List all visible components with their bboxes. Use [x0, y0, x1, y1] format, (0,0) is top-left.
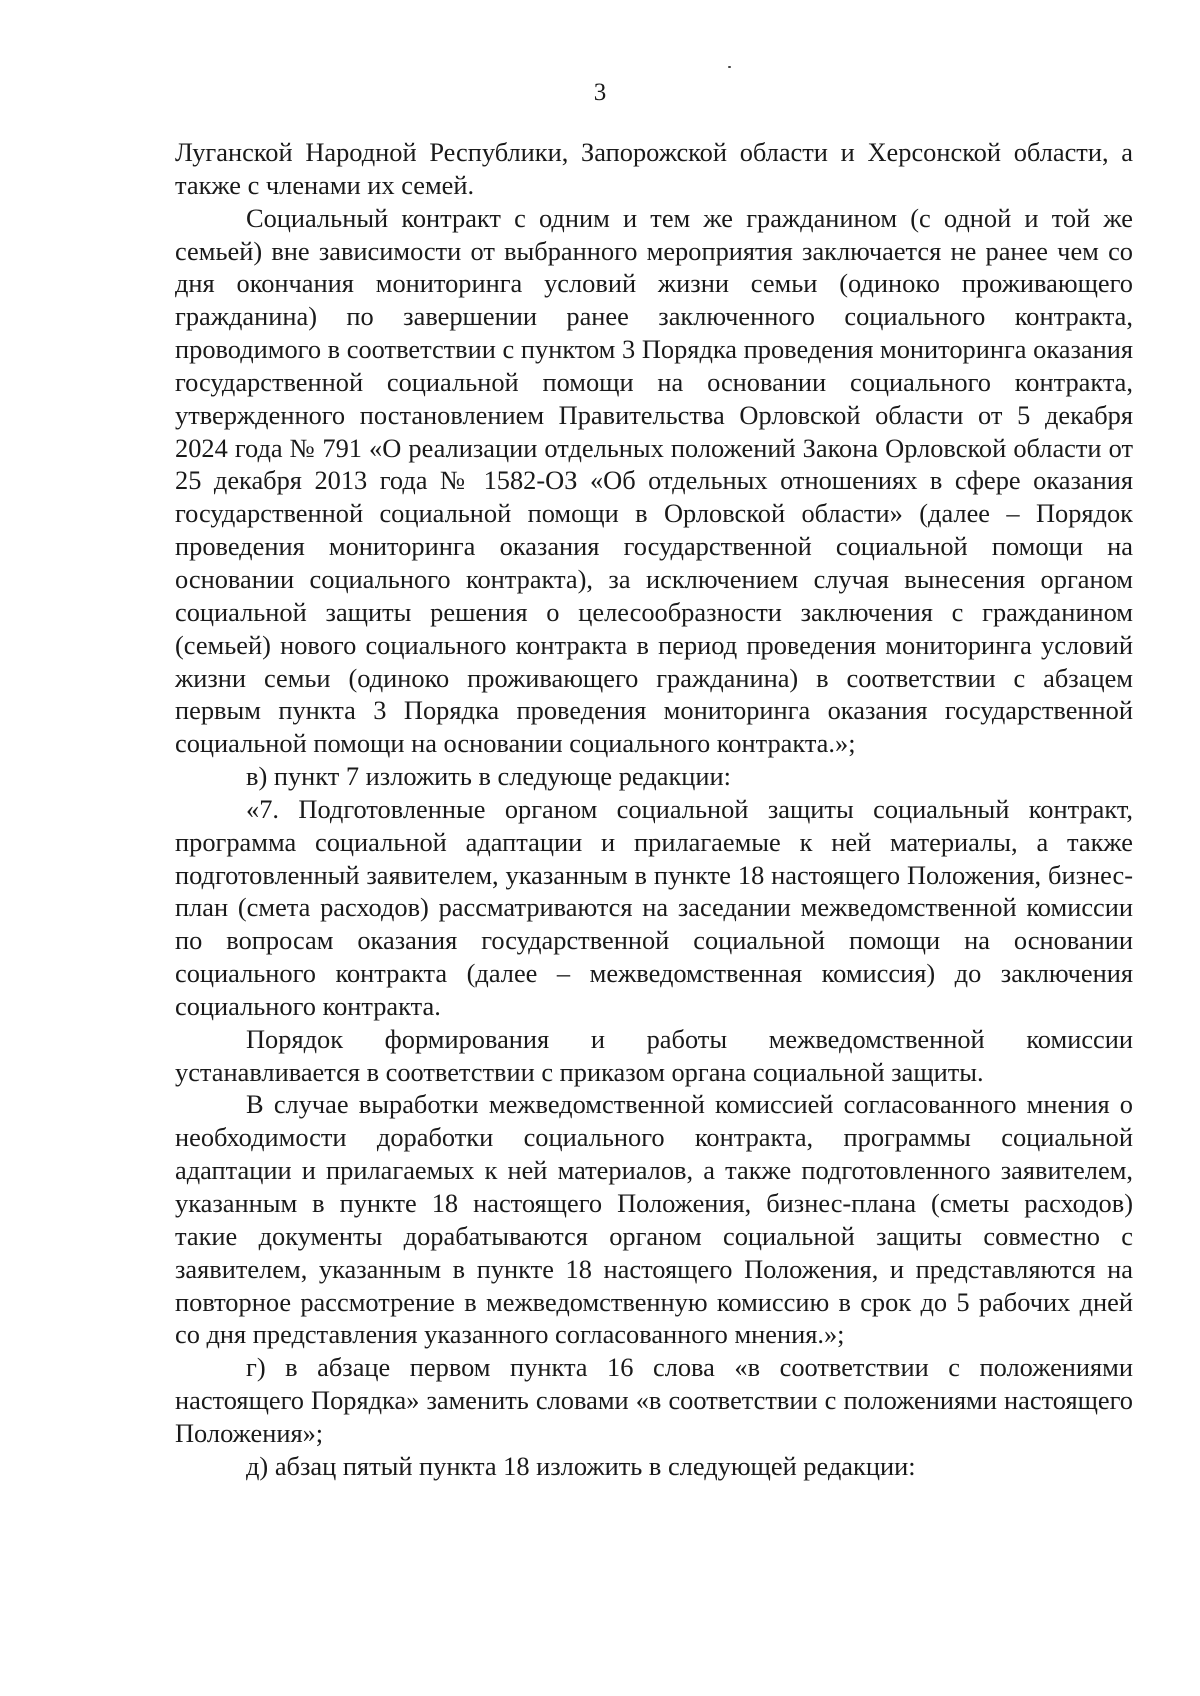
page-number: 3 — [593, 79, 607, 106]
paragraph-item-d: д) абзац пятый пункта 18 изложить в следующей редакции: — [246, 1450, 916, 1481]
paragraph-item-v: в) пункт 7 изложить в следующе редакции: — [246, 761, 731, 792]
paragraph-commission-revision: В случае выработки межведомственной комиссией согласованного мнения о необходимости доработки социального контракта, программы социальной адаптации и прилагаемых к ней материалов, а также подготовленного заявителем, указанным в пункте 18 настоящего Положения, бизнес-плана (сметы расходов) такие документы дорабатываются органом социальной защиты совместно с заявителем, указанным в пункте 18 настоящего Положения, и представляются на повторное рассмотрение в межведомственную комиссию в срок до 5 рабочих дней со дня представления указанного согласованного мнения.»; — [175, 1089, 1133, 1350]
document-body — [175, 136, 1133, 1483]
paragraph-continuation: Луганской Народной Республики, Запорожской области и Херсонской области, а также с членами их семей. — [175, 137, 1133, 200]
paragraph-social-contract-repeat: Социальный контракт с одним и тем же гражданином (с одной и той же семьей) вне зависимости от выбранного мероприятия заключается не ранее чем со дня окончания мониторинга условий жизни семьи (одиноко проживающего гражданина) по завершении ранее заключенного социального контракта, проводимого в соответствии с пунктом 3 Порядка проведения мониторинга оказания государственной социальной помощи на основании социального контракта, утвержденного постановлением Правительства Орловской области от 5 декабря 2024 года № 791 «О реализации отдельных положений Закона Орловской области от 25 декабря 2013 года № 1582-ОЗ «Об отдельных отношениях в сфере оказания государственной социальной помощи в Орловской области» (далее – Порядок проведения мониторинга оказания государственной социальной помощи на основании социального контракта), за исключением случая вынесения органом социальной защиты решения о целесообразности заключения с гражданином (семьей) нового социального контракта в период проведения мониторинга условий жизни семьи (одиноко проживающего гражданина) в соответствии с абзацем первым пункта 3 Порядка проведения мониторинга оказания государственной социальной помощи на основании социального контракта.»; — [175, 202, 1133, 759]
paragraph-item-g: г) в абзаце первом пункта 16 слова «в соответствии с положениями настоящего Порядка» заменить словами «в соответствии с положениями настоящего Положения»; — [175, 1352, 1133, 1448]
scan-speck — [728, 66, 731, 68]
paragraph-commission-procedure: Порядок формирования и работы межведомственной комиссии устанавливается в соответствии с приказом органа социальной защиты. — [175, 1023, 1133, 1087]
paragraph-point-7: «7. Подготовленные органом социальной защиты социальный контракт, программа социальной адаптации и прилагаемые к ней материалы, а также подготовленный заявителем, указанным в пункте 18 настоящего Положения, бизнес-план (смета расходов) рассматриваются на заседании межведомственной комиссии по вопросам оказания государственной социальной помощи на основании социального контракта (далее – межведомственная комиссия) до заключения социального контракта. — [175, 793, 1133, 1021]
